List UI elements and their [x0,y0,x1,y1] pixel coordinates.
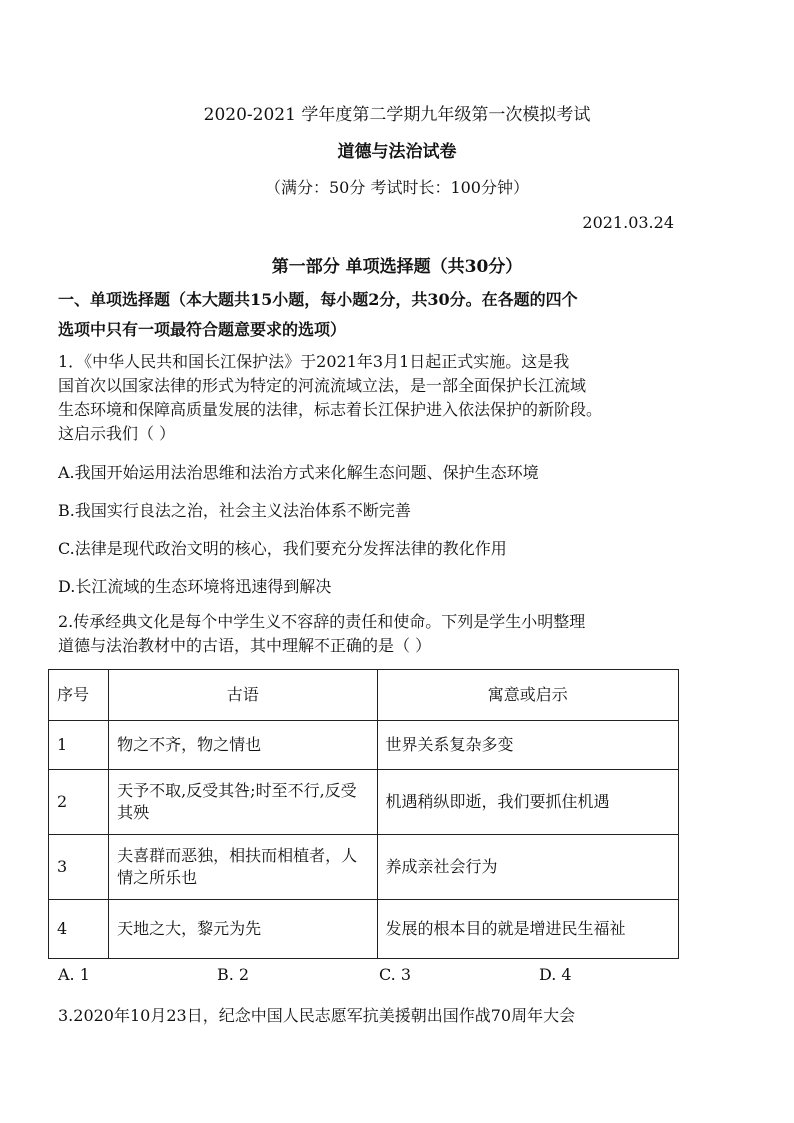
question-2-answer-c: C. 3 [379,965,412,984]
table-cell-proverb: 物之不齐，物之情也 [109,721,377,770]
question-2-answer-d: D. 4 [539,965,572,984]
table-cell-meaning: 世界关系复杂多变 [377,721,678,770]
question-1-option-a: A.我国开始运用法治思维和法治方式来化解生态问题、保护生态环境 [58,463,539,482]
question-1-option-d: D.长江流域的生态环境将迅速得到解决 [58,577,332,596]
proverb-table [48,669,679,959]
question-2-line-1: 2.传承经典文化是每个中学生义不容辞的责任和使命。下列是学生小明整理 [58,612,586,631]
question-1-line-2: 国首次以国家法律的形式为特定的河流流域立法，是一部全面保护长江流域 [58,376,587,395]
question-2 [58,610,682,658]
table-cell-meaning: 发展的根本目的就是增进民生福祉 [377,900,678,959]
question-1-line-3: 生态环境和保障高质量发展的法律，标志着长江保护进入依法保护的新阶段。 [58,400,603,419]
table-header-row [49,670,679,721]
table-header-number: 序号 [49,670,109,721]
table-cell-proverb: 天予不取,反受其咎;时至不行,反受其殃 [109,770,377,835]
table-row [49,900,679,959]
question-3-line-1: 3.2020年10月23日，纪念中国人民志愿军抗美援朝出国作战70周年大会 [58,1006,576,1025]
table-cell-proverb: 夫喜群而恶独，相扶而相植者，人情之所乐也 [109,835,377,900]
question-1 [58,350,682,446]
question-1-option-b: B.我国实行良法之治，社会主义法治体系不断完善 [58,501,411,520]
table-cell-meaning: 养成亲社会行为 [377,835,678,900]
table-row [49,770,679,835]
question-1-option-c: C.法律是现代政治文明的核心，我们要充分发挥法律的教化作用 [58,539,507,558]
question-2-answer-a: A. 1 [58,965,90,984]
exam-subject: 道德与法治试卷 [337,142,457,162]
question-2-answer-b: B. 2 [217,965,250,984]
table-header-proverb: 古语 [109,670,377,721]
table-cell-number: 3 [49,835,109,900]
table-header-meaning: 寓意或启示 [377,670,678,721]
table-row [49,835,679,900]
exam-date: 2021.03.24 [582,213,674,232]
question-2-line-2: 道德与法治教材中的古语，其中理解不正确的是（ ） [58,636,432,655]
table-cell-number: 2 [49,770,109,835]
table-cell-number: 4 [49,900,109,959]
table-cell-meaning: 机遇稍纵即逝，我们要抓住机遇 [377,770,678,835]
section-heading-line-1: 一、单项选择题（本大题共15小题，每小题2分，共30分。在各题的四个 [58,290,578,309]
exam-meta: （满分：50分 考试时长：100分钟） [265,178,529,197]
section-heading-line-2: 选项中只有一项最符合题意要求的选项） [58,320,347,339]
exam-title: 2020-2021 学年度第二学期九年级第一次模拟考试 [203,105,591,125]
section-heading [58,288,682,342]
part-title: 第一部分 单项选择题（共30分） [271,257,523,277]
question-1-line-1: 1．《中华人民共和国长江保护法》于2021年3月1日起正式实施。这是我 [58,352,570,371]
table-cell-proverb: 天地之大，黎元为先 [109,900,377,959]
table-row [49,721,679,770]
question-1-line-4: 这启示我们（ ） [58,424,176,443]
table-cell-number: 1 [49,721,109,770]
